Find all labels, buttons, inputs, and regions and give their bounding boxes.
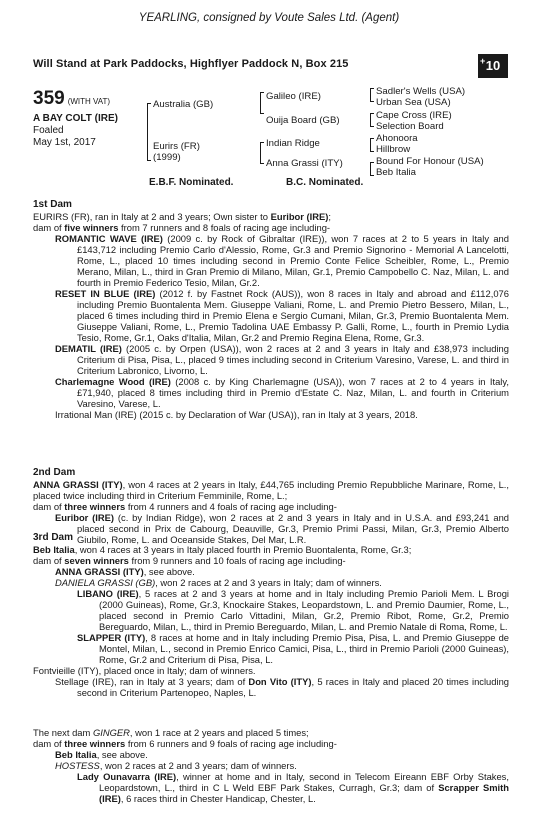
pedigree-brace-g2 xyxy=(370,113,371,127)
pedigree-dam: Eurirs (FR) xyxy=(153,141,200,152)
pedigree-g3: Cape Cross (IRE) xyxy=(376,110,452,121)
second-dam-intro xyxy=(33,479,509,501)
lot-badge xyxy=(478,54,508,78)
next-dam-produce-2 xyxy=(33,760,509,771)
dam-of-winners: three winners xyxy=(64,738,126,749)
first-dam-intro-text: EURIRS (FR), ran in Italy at 2 and 3 years; Own sister to xyxy=(33,211,271,222)
first-dam-produce-3 xyxy=(33,343,509,376)
dam-of-runners: from 7 runners and 8 foals of racing age including- xyxy=(118,222,331,233)
second-dam-name: ANNA GRASSI (ITY) xyxy=(33,479,123,490)
pedigree-dam-dam: Anna Grassi (ITY) xyxy=(266,158,343,169)
dam-of-winners: seven winners xyxy=(64,555,129,566)
produce-name: SLAPPER (ITY) xyxy=(77,632,146,643)
badge-number: 10 xyxy=(485,58,501,73)
produce-name: Don Vito (ITY) xyxy=(248,676,312,687)
produce-record: , 8 races at home and in Italy including Premio Pisa, Pisa, L. and Premio Giuseppe de Montel, Milan, L., second in Premio Enrico Camici, Pisa, L., third in Premio Parioli (2000 Guineas), Rome, Gr.2 and Criterium di Pisa, Pisa, L. xyxy=(99,632,510,665)
produce-name: Lady Ounavarra (IRE) xyxy=(77,771,177,782)
next-dam-intro xyxy=(33,727,509,738)
pedigree-sire: Australia (GB) xyxy=(153,99,214,110)
dam-of-runners: from 4 runners and 4 foals of racing age including- xyxy=(125,501,337,512)
produce-record: (c. by Indian Ridge), won 2 races at 2 and 3 years in Italy and in U.S.A. and £93,241 and placed second in Prix de Cabourg, Deauville, Gr.3, Premio Primi Passi, Milan, Gr.3, Premio Alberto Giubilo, Rome, L. and Oceanside Stakes, Del Mar, L.R. xyxy=(77,512,510,545)
third-dam-grandproduce-2 xyxy=(33,632,509,665)
produce-record: , 6 races third in Chester Handicap, Chester, L. xyxy=(120,793,316,804)
third-dam-name: Beb Italia xyxy=(33,544,75,555)
first-dam-intro-end: ; xyxy=(328,211,332,222)
produce-record: (2009 c. by Rock of Gibraltar (IRE)), won 7 races at 2 to 5 years in Italy and £143,712 including Premio Carlo d'Alessio, Rome, Gr.3 and Premio Signorino - Memorial A Lancelotti, Rome, L., placed 10 times including second in Premio Conte Felice Scheibler, Rome, L., Premio Merano, Milan, L., third in Gran Premio di Milano, Milan, Gr.1, Premio Campobello C. Naz, Milan, L. and fourth in Premio Federico Tesio, Milan, Gr.2. xyxy=(77,233,509,288)
produce-record: , see above. xyxy=(143,566,195,577)
produce-record: , won 2 races at 2 and 3 years; dam of winners. xyxy=(99,760,297,771)
first-dam-dam-of xyxy=(33,222,509,233)
next-dam-section xyxy=(33,727,509,804)
first-dam-produce-5: Irrational Man (IRE) (2015 c. by Declaration of War (USA)), ran in Italy at 3 years, 2018. xyxy=(55,409,418,420)
plus-icon: + xyxy=(480,56,486,66)
dam-of-label: dam of xyxy=(33,222,65,233)
produce-name: LIBANO (IRE) xyxy=(77,588,139,599)
third-dam-grandproduce-3 xyxy=(33,676,509,698)
pedigree-g4: Selection Board xyxy=(376,121,444,132)
produce-name: ANNA GRASSI (ITY) xyxy=(55,566,144,577)
pedigree-brace-sire xyxy=(260,92,261,114)
pedigree-brace-main xyxy=(147,103,148,161)
produce-name: Beb Italia xyxy=(55,749,97,760)
produce-record: , won 2 races at 2 and 3 years in Italy; dam of winners. xyxy=(155,577,382,588)
first-dam-produce-1 xyxy=(33,233,509,288)
produce-record: (2005 c. by Orpen (USA)), won 2 races at 2 and 3 years in Italy and £38,973 including Criterium di Pisa, Pisa, L., placed 9 times including second in Criterium Varesino, Varese, L. and third in Criterium Labronico, Livorno, L. xyxy=(77,343,509,376)
produce-record: Stellage (IRE), ran in Italy at 3 years; dam of xyxy=(55,676,249,687)
pedigree-g5: Ahonoora xyxy=(376,133,418,144)
produce-record: , see above. xyxy=(96,749,148,760)
pedigree-brace-g3 xyxy=(370,138,371,152)
first-dam-produce-4 xyxy=(33,376,509,409)
consignor-line: YEARLING, consigned by Voute Sales Ltd. (Agent) xyxy=(138,12,400,24)
first-dam-section xyxy=(33,199,509,420)
ebf-nominated: E.B.F. Nominated. xyxy=(149,177,234,188)
horse-name: A BAY COLT (IRE) xyxy=(33,113,119,124)
produce-record: , 5 races in Italy and placed 20 times including second in Criterium Partenopeo, Naples, L. xyxy=(77,676,509,698)
vat-note: (WITH VAT) xyxy=(67,97,111,106)
dam-of-runners: from 6 runners and 9 foals of racing age including- xyxy=(125,738,337,749)
produce-name: RESET IN BLUE (IRE) xyxy=(55,288,156,299)
pedigree-g6: Hillbrow xyxy=(376,144,411,155)
produce-name: Scrapper Smith (IRE) xyxy=(99,782,509,804)
pedigree-g8: Beb Italia xyxy=(376,167,417,178)
produce-record: , winner at home and in Italy, second in Telecom Eireann EBF Orby Stakes, Leopardstown, L., third in C L Weld EBF Park Stakes, Curragh, Gr.3; dam of xyxy=(99,771,509,793)
dam-of-runners: from 9 runners and 10 foals of racing age including- xyxy=(128,555,346,566)
pedigree-g7: Bound For Honour (USA) xyxy=(376,156,484,167)
third-dam-grandproduce-1 xyxy=(33,588,509,632)
lot-number-line xyxy=(33,88,110,110)
stand-location: Will Stand at Park Paddocks, Highflyer Paddock N, Box 215 xyxy=(33,58,349,70)
pedigree-sire-sire: Galileo (IRE) xyxy=(266,91,321,102)
third-dam-intro xyxy=(33,544,509,555)
bc-nominated: B.C. Nominated. xyxy=(286,177,364,188)
next-dam-record: , won 1 race at 2 years and placed 5 times; xyxy=(129,727,309,738)
produce-record: (2008 c. by King Charlemagne (USA)), won 7 races at 2 to 4 years in Italy, £71,940, placed 8 times including third in Premio d'Estate C. Naz, Milan, L. and fourth in Criterium Varesino, Varese, L. xyxy=(77,376,509,409)
produce-name: DANIELA GRASSI (GB) xyxy=(55,577,156,588)
produce-name: ROMANTIC WAVE (IRE) xyxy=(55,233,163,244)
foaled-label: Foaled xyxy=(33,125,64,136)
next-dam-label: The next dam xyxy=(33,727,93,738)
third-dam-produce-2 xyxy=(33,577,509,588)
dam-of-label: dam of xyxy=(33,555,65,566)
pedigree-brace-g4 xyxy=(370,162,371,176)
second-dam-dam-of xyxy=(33,501,509,512)
produce-name: HOSTESS xyxy=(55,760,100,771)
lot-number: 359 xyxy=(33,88,65,109)
third-dam-dam-of xyxy=(33,555,509,566)
dam-of-label: dam of xyxy=(33,501,65,512)
pedigree-dam-year: (1999) xyxy=(153,152,181,163)
next-dam-produce-1 xyxy=(33,749,509,760)
dam-of-winners: three winners xyxy=(64,501,126,512)
third-dam-produce-3: Fontvieille (ITY), placed once in Italy; dam of winners. xyxy=(33,665,256,676)
next-dam-dam-of xyxy=(33,738,509,749)
third-dam-record: , won 4 races at 3 years in Italy placed fourth in Premio Buontalenta, Rome, Gr.3; xyxy=(74,544,412,555)
pedigree-brace-dam xyxy=(260,142,261,164)
first-dam-produce-2 xyxy=(33,288,509,343)
pedigree-g2: Urban Sea (USA) xyxy=(376,97,451,108)
third-dam-produce-1 xyxy=(33,566,509,577)
first-dam-intro-relative: Euribor (IRE) xyxy=(270,211,329,222)
produce-name: Charlemagne Wood (IRE) xyxy=(55,376,171,387)
second-dam-record: , won 4 races at 2 years in Italy, £44,765 including Premio Repubbliche Marinare, Rome, L., placed twice including third in Criterium Femminile, Rome, L.; xyxy=(33,479,509,501)
second-dam-heading: 2nd Dam xyxy=(33,467,76,478)
pedigree-sire-dam: Ouija Board (GB) xyxy=(266,115,340,126)
produce-name: DEMATIL (IRE) xyxy=(55,343,122,354)
next-dam-grandproduce-1 xyxy=(33,771,509,804)
third-dam-section xyxy=(33,532,509,698)
first-dam-heading: 1st Dam xyxy=(33,199,72,210)
produce-record: (2012 f. by Fastnet Rock (AUS)), won 8 races in Italy and abroad and £112,076 including Premio Buontalenta Mem. Giuseppe Valiani, Rome, L. and Premio Pietro Bessero, Milan, L., placed 6 times including third in Premio Elena e Sergio Cumani, Milan, Gr.3, Premio Buontalenta Mem. Giuseppe Valiani, Rome, L., Premio Tadolina UAE Embassy P. Galli, Rome, L., fourth in Premio Lydia Tesio, Rome, Gr.1, Oaks d'Italia, Milan, Gr.2 and Premio Regina Elena, Rome, Gr.3. xyxy=(77,288,509,343)
dam-of-winners: five winners xyxy=(64,222,119,233)
pedigree-dam-sire: Indian Ridge xyxy=(266,138,320,149)
foaled-date: May 1st, 2017 xyxy=(33,137,96,148)
produce-record: , 5 races at 2 and 3 years at home and in Italy including Premio Parioli Mem. L Brogi (2000 Guineas), Rome, Gr.3, Knockaire Stakes, Leopardstown, L. and Premio Daumier, Rome, L., placed second in Premio Carlo Vittadini, Milan, Gr.2, Premio Ribot, Rome, Gr.2, Premio Bereguardo, Milan, L., third in Premio Bereguardo, Milan, L. and Premio Natale di Roma, Rome, L. xyxy=(99,588,509,632)
pedigree-g1: Sadler's Wells (USA) xyxy=(376,86,466,97)
third-dam-heading: 3rd Dam xyxy=(33,532,74,543)
produce-name: Euribor (IRE) xyxy=(55,512,115,523)
first-dam-intro xyxy=(33,211,509,222)
dam-of-label: dam of xyxy=(33,738,65,749)
next-dam-name: GINGER xyxy=(92,727,130,738)
pedigree-brace-g1 xyxy=(370,88,371,102)
